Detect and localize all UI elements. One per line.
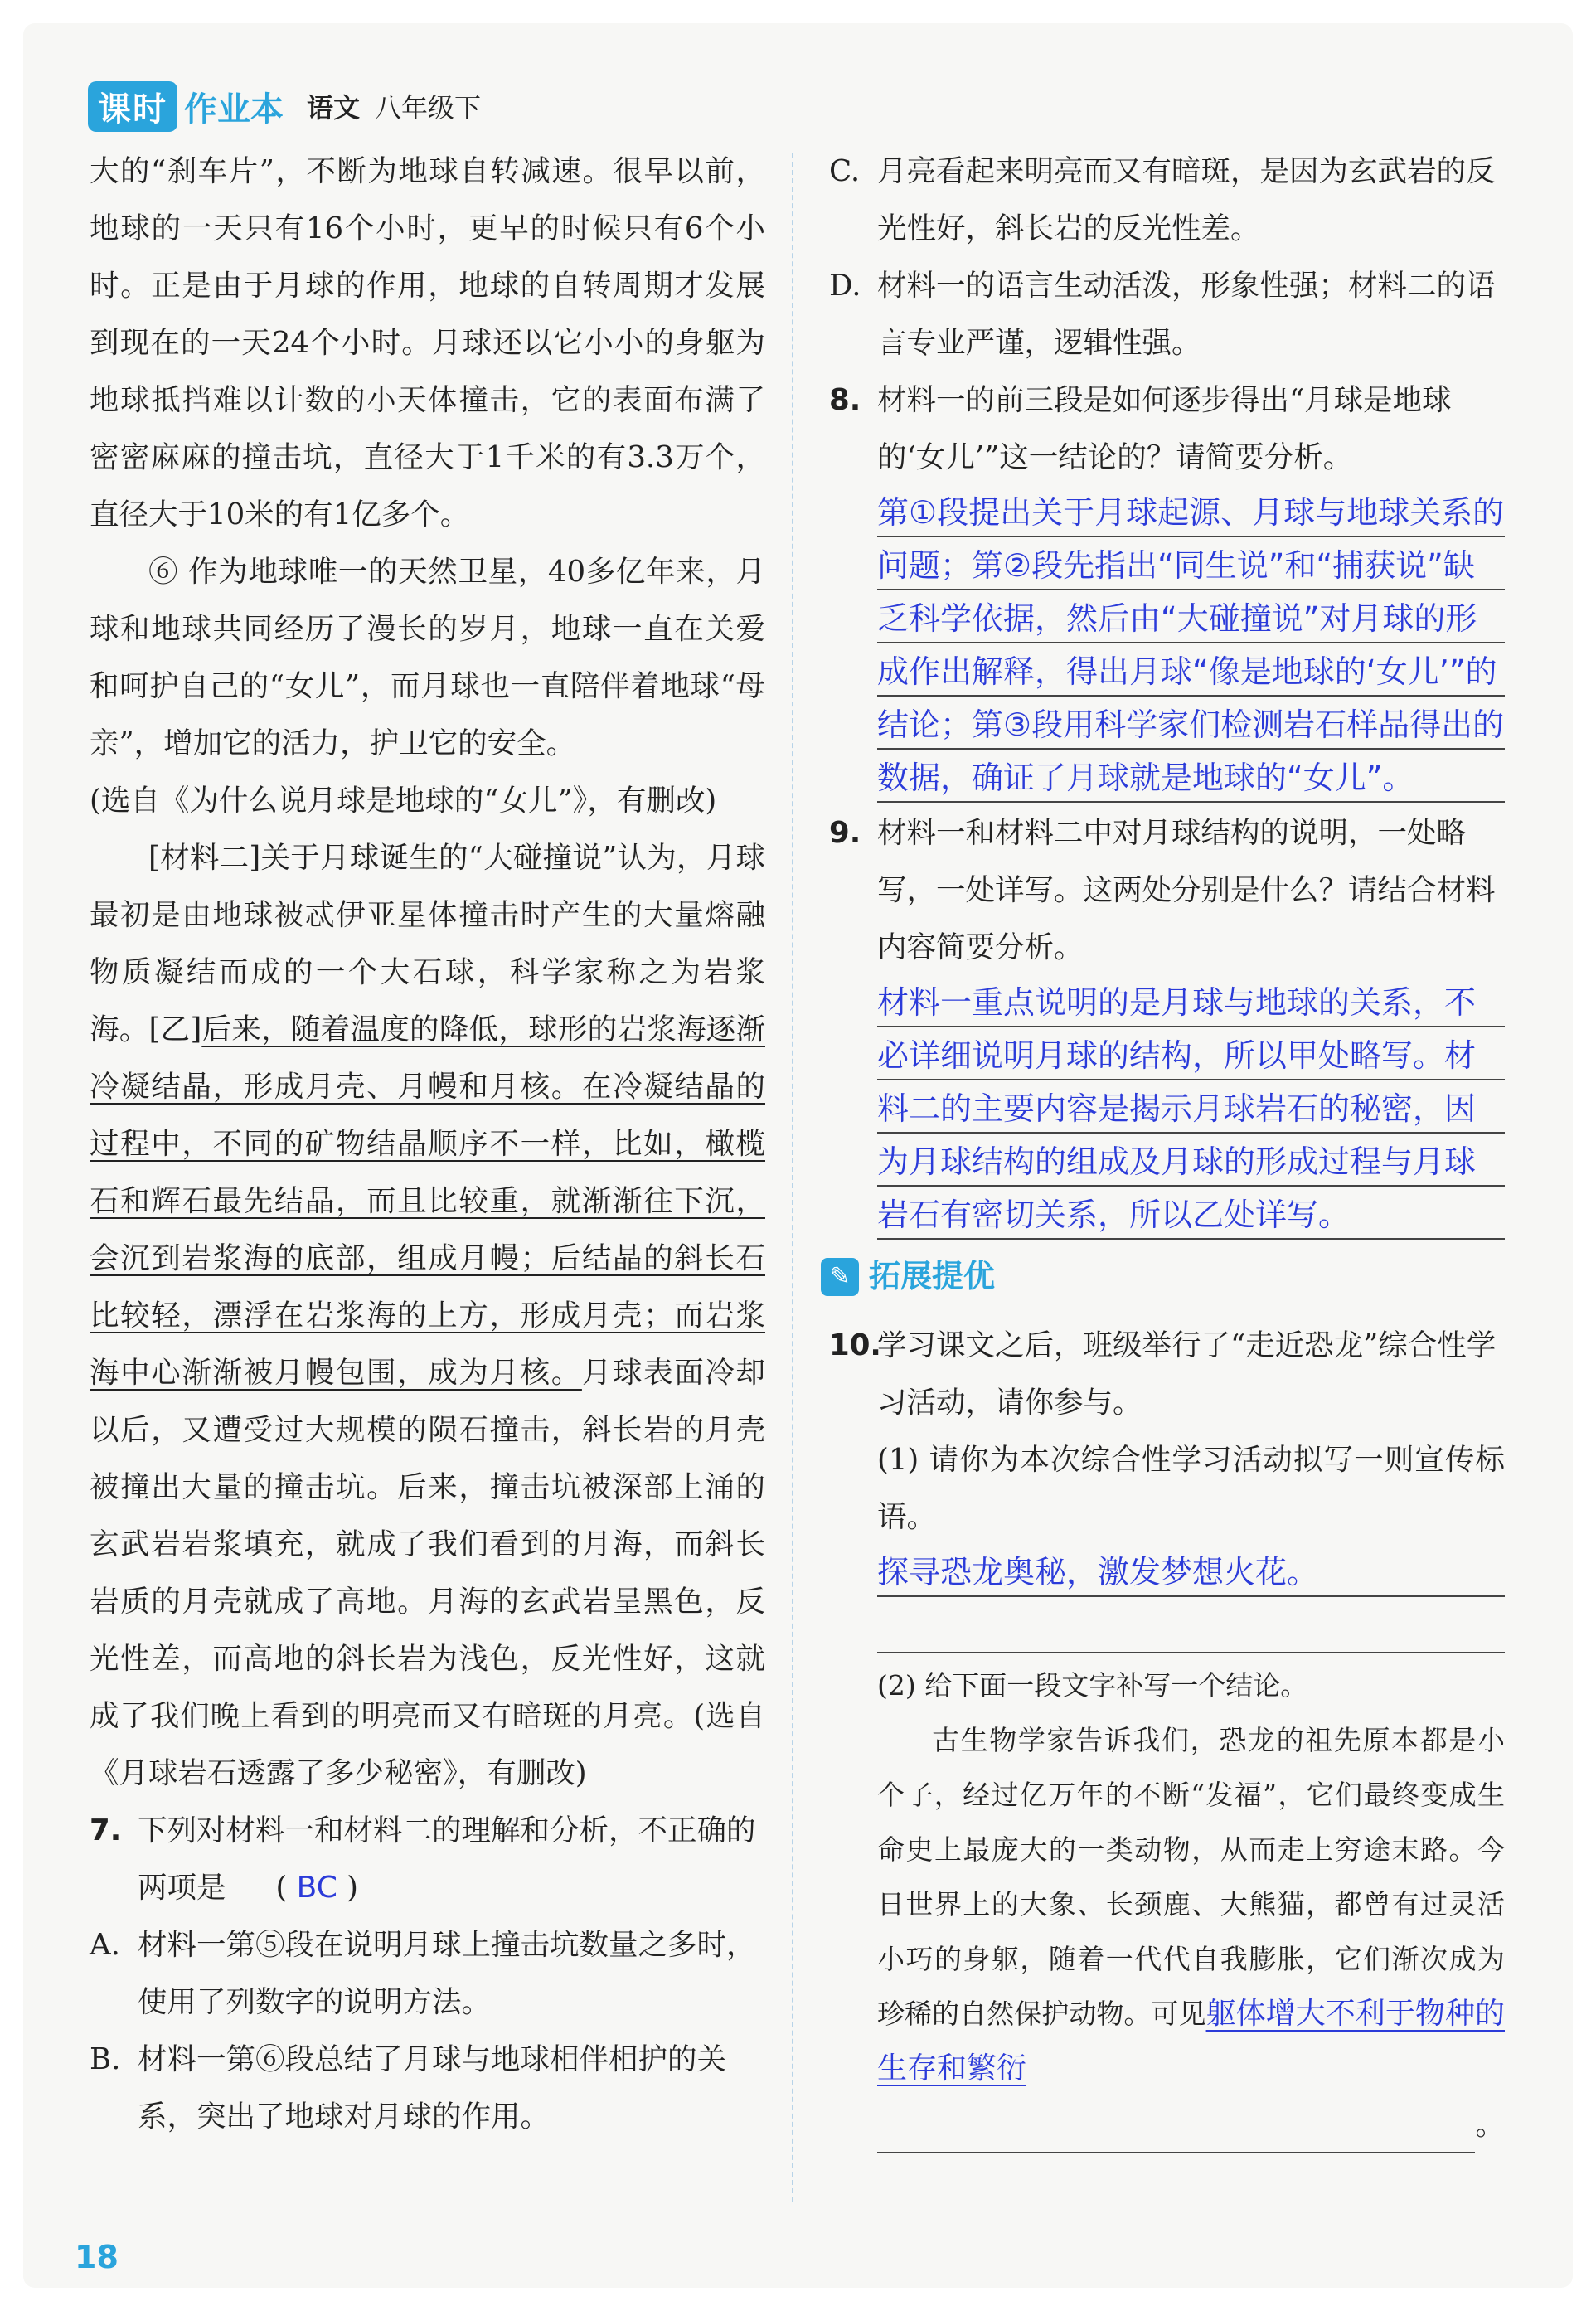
question-9-text: 材料一和材料二中对月球结构的说明，一处略写，一处详写。这两处分别是什么？请结合材料内容简要分析。 (877, 816, 1496, 964)
question-7-paren-close: ) (347, 1871, 359, 1905)
answer-final-line (877, 2096, 1505, 2153)
material2-underlined-text: 后来，随着温度的降低，球形的岩浆海逐渐冷凝结晶，形成月壳、月幔和月核。在冷凝结晶的过程中，不同的矿物结晶顺序不一样，比如，橄榄石和辉石最先结晶，而且比较重，就渐渐往下沉，会沉到岩浆海的底部，组成月幔；后结晶的斜长石比较轻，漂浮在岩浆海的上方，形成月壳；而岩浆海中心渐渐被月幔包围，成为月核。 (90, 1012, 765, 1390)
option-c-label: C. (829, 154, 861, 188)
question-7-option-a (90, 1916, 765, 2031)
option-d-label: D. (829, 269, 861, 303)
section-title: 拓展提优 (869, 1258, 996, 1294)
question-9-number: 9. (829, 816, 861, 850)
passage-text: 古生物学家告诉我们，恐龙的祖先原本都是小个子，经过亿万年的不断“发福”，它们最终变成生命史上最庞大的一类动物，从而走上穷途末路。今日世界上的大象、长颈鹿、大熊猫，都曾有过灵活小巧的身躯，随着一代代自我膨胀，它们渐次成为珍稀的自然保护动物。可见 (877, 1724, 1505, 2030)
option-b-label: B. (90, 2042, 121, 2076)
page-header (88, 80, 481, 133)
material2-paragraph (90, 829, 765, 1802)
material2-intro: 关于月球诞生的“大碰撞说”认为，月球最初是由地球被忒伊亚星体撞击时产生的大量熔融物质凝结而成的一个大石球，科学家称之为岩浆海。[乙] (90, 841, 765, 1046)
question-10-part-2: (2) 给下面一段文字补写一个结论。 (877, 1669, 1308, 1702)
question-7-answer: BC (296, 1871, 337, 1905)
question-10-part-2-passage (877, 1713, 1505, 2096)
question-10-number: 10. (829, 1328, 881, 1362)
question-7-option-b (90, 2031, 765, 2145)
question-10-part-1: (1) 请你为本次综合性学习活动拟写一则宣传标语。 (877, 1443, 1505, 1534)
subject-label: 语文 (307, 92, 361, 124)
question-8 (829, 371, 1505, 486)
question-8-number: 8. (829, 383, 861, 417)
material2-rest: 月球表面冷却以后，又遭受过大规模的陨石撞击，斜长岩的月壳被撞出大量的撞击坑。后来，撞击坑被深部上涌的玄武岩岩浆填充，就成了我们看到的月海，而斜长岩质的月壳就成了高地。月海的玄武岩呈黑色，反光性差，而高地的斜长岩为浅色，反光性好，这就成了我们晚上看到的明亮而又有暗斑的月亮。(选自《月球岩石透露了多少秘密》，有删改) (90, 1356, 765, 1790)
question-8-answer: 第①段提出关于月球起源、月球与地球关系的问题；第②段先指出“同生说”和“捕获说”缺乏科学依据，然后由“大碰撞说”对月球的形成作出解释，得出月球“像是地球的‘女儿’”的结论；第③段用科学家们检测岩石样品得出的数据，确证了月球就是地球的“女儿”。 (877, 486, 1505, 804)
question-10 (829, 1317, 1505, 1431)
brand-logo: 课时 (88, 81, 177, 132)
pencil-icon: ✎ (821, 1258, 859, 1296)
brand-logo-sub: 作业本 (184, 90, 284, 129)
answer-blank-line (877, 1599, 1505, 1653)
question-7-paren-open: ( (275, 1871, 288, 1905)
left-column (90, 143, 765, 2145)
question-7-option-d (829, 257, 1505, 371)
question-9-answer: 材料一重点说明的是月球与地球的关系，不必详细说明月球的结构，所以甲处略写。材料二的主要内容是揭示月球岩石的秘密，因为月球结构的组成及月球的形成过程与月球岩石有密切关系，所以乙处详写。 (877, 976, 1505, 1241)
option-a-text: 材料一第⑤段在说明月球上撞击坑数量之多时，使用了列数字的说明方法。 (138, 1928, 756, 2019)
end-mark: 。 (1475, 2108, 1505, 2142)
option-a-label: A. (90, 1928, 120, 1962)
question-10-text: 学习课文之后，班级举行了“走近恐龙”综合性学习活动，请你参与。 (877, 1328, 1497, 1420)
question-8-text: 材料一的前三段是如何逐步得出“月球是地球的‘女儿’”这一结论的？请简要分析。 (877, 383, 1452, 474)
material2-label: [材料二] (148, 841, 261, 875)
question-9 (829, 804, 1505, 976)
right-column (829, 143, 1505, 2153)
page-number: 18 (75, 2239, 119, 2275)
answer-blank-line-2 (877, 2099, 1475, 2153)
section-header (821, 1248, 1505, 1305)
material1-paragraph-6: ⑥ 作为地球唯一的天然卫星，40多亿年来，月球和地球共同经历了漫长的岁月，地球一直在关爱和呵护自己的“女儿”，而月球也一直陪伴着地球“母亲”，增加它的活力，护卫它的安全。 (90, 555, 765, 760)
material1-paragraph-continued: 大的“刹车片”，不断为地球自转减速。很早以前，地球的一天只有16个小时，更早的时候只有6个小时。正是由于月球的作用，地球的自转周期才发展到现在的一天24个小时。月球还以它小小的身躯为地球抵挡难以计数的小天体撞击，它的表面布满了密密麻麻的撞击坑，直径大于1千米的有3.3万个，直径大于10米的有1亿多个。 (90, 154, 765, 532)
material1-source: (选自《为什么说月球是地球的“女儿”》，有删改) (90, 784, 717, 818)
question-7-number: 7. (90, 1813, 122, 1847)
question-7 (90, 1802, 765, 1916)
option-d-text: 材料一的语言生动活泼，形象性强；材料二的语言专业严谨，逻辑性强。 (877, 269, 1496, 360)
option-b-text: 材料一第⑥段总结了月球与地球相伴相护的关系，突出了地球对月球的作用。 (138, 2042, 727, 2134)
question-10-part-1-answer: 探寻恐龙奥秘，激发梦想火花。 (877, 1546, 1505, 1599)
grade-label: 八年级下 (375, 92, 482, 124)
question-7-option-c (829, 143, 1505, 257)
option-c-text: 月亮看起来明亮而又有暗斑，是因为玄武岩的反光性好，斜长岩的反光性差。 (877, 154, 1496, 245)
question-7-text: 下列对材料一和材料二的理解和分析，不正确的两项是 (138, 1813, 756, 1905)
question-10-part-2-answer: 躯体增大不利于物种的生存和繁衍 (877, 1997, 1505, 2085)
column-divider (792, 153, 793, 2202)
